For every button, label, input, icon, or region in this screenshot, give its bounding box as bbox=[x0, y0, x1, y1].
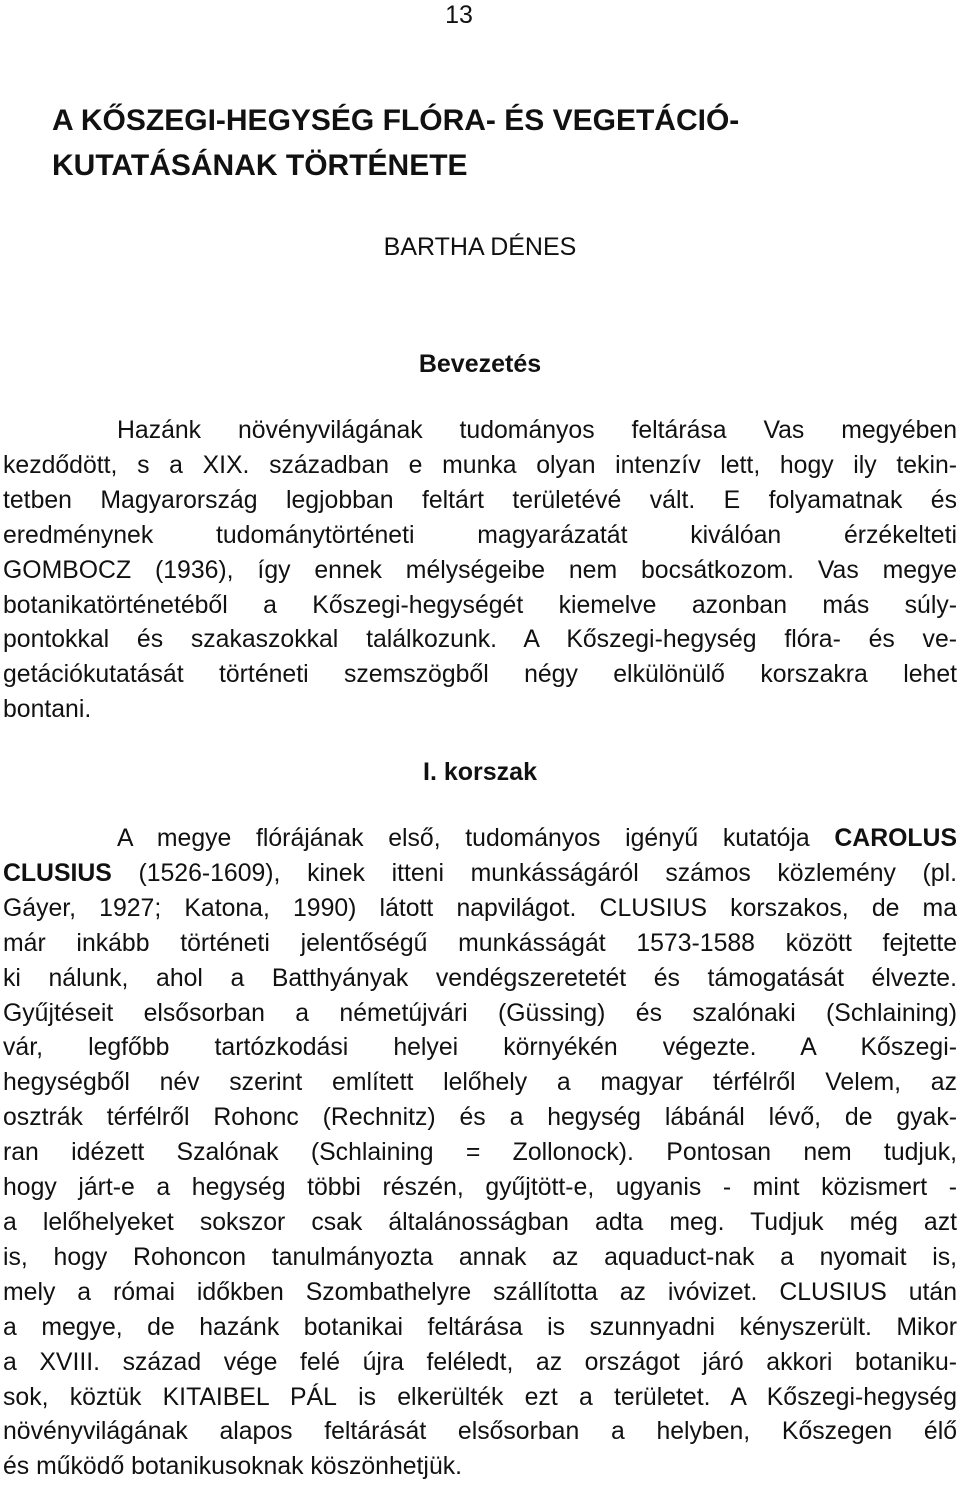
paragraph-line-text: sok, köztük bbox=[3, 1383, 163, 1411]
title-line-2: KUTATÁSÁNAK TÖRTÉNETE bbox=[52, 149, 468, 182]
person-name-clusius: CLUSIUS bbox=[779, 1278, 887, 1306]
paragraph-line-text: után bbox=[886, 1278, 957, 1306]
paragraph-line-text: A megye flórájának első, tudományos igényű kutatója bbox=[117, 825, 835, 852]
author-name: BARTHA DÉNES bbox=[383, 233, 577, 261]
page-number: 13 bbox=[445, 1, 473, 29]
person-name-kitaibel: KITAIBEL PÁL bbox=[162, 1383, 337, 1411]
paragraph-line: getációkutatását történeti szemszögből négy elkülönülő korszakra lehet bbox=[3, 661, 957, 689]
section-heading-period-one: I. korszak bbox=[423, 758, 537, 786]
period-one-paragraph bbox=[3, 822, 957, 1485]
person-name-carolus: CAROLUS bbox=[834, 825, 957, 852]
paragraph-line bbox=[3, 1381, 957, 1416]
paragraph-line bbox=[3, 554, 957, 589]
paragraph-line bbox=[3, 857, 957, 892]
paragraph-line: Hazánk növényvilágának tudományos feltárása Vas megyében bbox=[117, 417, 957, 444]
author-citation-gombocz: GOMBOCZ bbox=[3, 556, 132, 584]
paragraph-line-text: (1936), így ennek mélységeibe nem bocsátkozom. Vas megye bbox=[155, 556, 957, 584]
paragraph-line: növényvilágának alapos feltárását elsősorban a helyben, Kőszegen élő bbox=[3, 1418, 957, 1446]
paragraph-line: hogy járt-e a hegység többi részén, gyűjtött-e, ugyanis - mint közismert - bbox=[3, 1174, 957, 1202]
paragraph-line: a lelőhelyeket sokszor csak általánosságban adta meg. Tudjuk még azt bbox=[3, 1208, 957, 1236]
introduction-paragraph bbox=[3, 414, 957, 728]
paragraph-line: ki nálunk, ahol a Batthyányak vendégszeretetét és támogatását élvezte. bbox=[3, 964, 957, 992]
paragraph-line: osztrák térfélről Rohonc (Rechnitz) és a hegység lábánál lévő, de gyak- bbox=[3, 1104, 957, 1132]
paragraph-line: és működő botanikusoknak köszönhetjük. bbox=[3, 1453, 463, 1481]
paragraph-line-text: mely a római időkben Szombathelyre szállította az ivóvizet. bbox=[3, 1278, 780, 1306]
paragraph-line: bontani. bbox=[3, 696, 92, 724]
paragraph-line: már inkább történeti jelentőségű munkásságát 1573-1588 között fejtette bbox=[3, 929, 957, 957]
paragraph-line: a megye, de hazánk botanikai feltárása is szunnyadni kényszerült. Mikor bbox=[3, 1313, 957, 1341]
paragraph-line: ran idézett Szalónak (Schlaining = Zollonock). Pontosan nem tudjuk, bbox=[3, 1139, 957, 1167]
paragraph-line: Gyűjtéseit elsősorban a németújvári (Güssing) és szalónaki (Schlaining) bbox=[3, 999, 957, 1027]
paragraph-line-text: (1526-1609), kinek itteni munkásságáról számos közlemény (pl. bbox=[111, 859, 957, 887]
paragraph-line bbox=[3, 822, 957, 857]
paragraph-line-text: korszakos, de ma bbox=[707, 894, 957, 922]
title-line-1: A KŐSZEGI-HEGYSÉG FLÓRA- ÉS VEGETÁCIÓ- bbox=[52, 104, 740, 137]
paragraph-line-text: is elkerülték ezt a területet. A Kőszegi-hegység bbox=[336, 1383, 957, 1411]
person-name-clusius: CLUSIUS bbox=[3, 859, 112, 887]
paragraph-line: pontokkal és szakaszokkal találkozunk. A Kőszegi-hegység flóra- és ve- bbox=[3, 626, 957, 654]
person-name-clusius: CLUSIUS bbox=[599, 894, 708, 922]
paragraph-line: is, hogy Rohoncon tanulmányozta annak az aquaduct-nak a nyomait is, bbox=[3, 1243, 957, 1271]
paragraph-line bbox=[3, 1276, 957, 1311]
paragraph-line: a XVIII. század vége felé újra feléledt, az országot járó akkori botaniku- bbox=[3, 1348, 957, 1376]
paragraph-line: eredménynek tudománytörténeti magyarázatát kiválóan érzékelteti bbox=[3, 521, 957, 549]
paragraph-line: tetben Magyarország legjobban feltárt területévé vált. E folyamatnak és bbox=[3, 486, 957, 514]
paragraph-line: botanikatörténetéből a Kőszegi-hegységét kiemelve azonban más súly- bbox=[3, 591, 957, 619]
paragraph-line: kezdődött, s a XIX. században e munka olyan intenzív lett, hogy ily tekin- bbox=[3, 451, 957, 479]
paragraph-line bbox=[3, 892, 957, 927]
paragraph-line: vár, legfőbb tartózkodási helyei környékén végezte. A Kőszegi- bbox=[3, 1034, 957, 1062]
paragraph-line: hegységből név szerint említett lelőhely a magyar térfélről Velem, az bbox=[3, 1069, 957, 1097]
paragraph-line-text: Gáyer, 1927; Katona, 1990) látott napvilágot. bbox=[3, 894, 600, 922]
article-title bbox=[52, 98, 922, 188]
section-heading-introduction: Bevezetés bbox=[418, 350, 542, 378]
